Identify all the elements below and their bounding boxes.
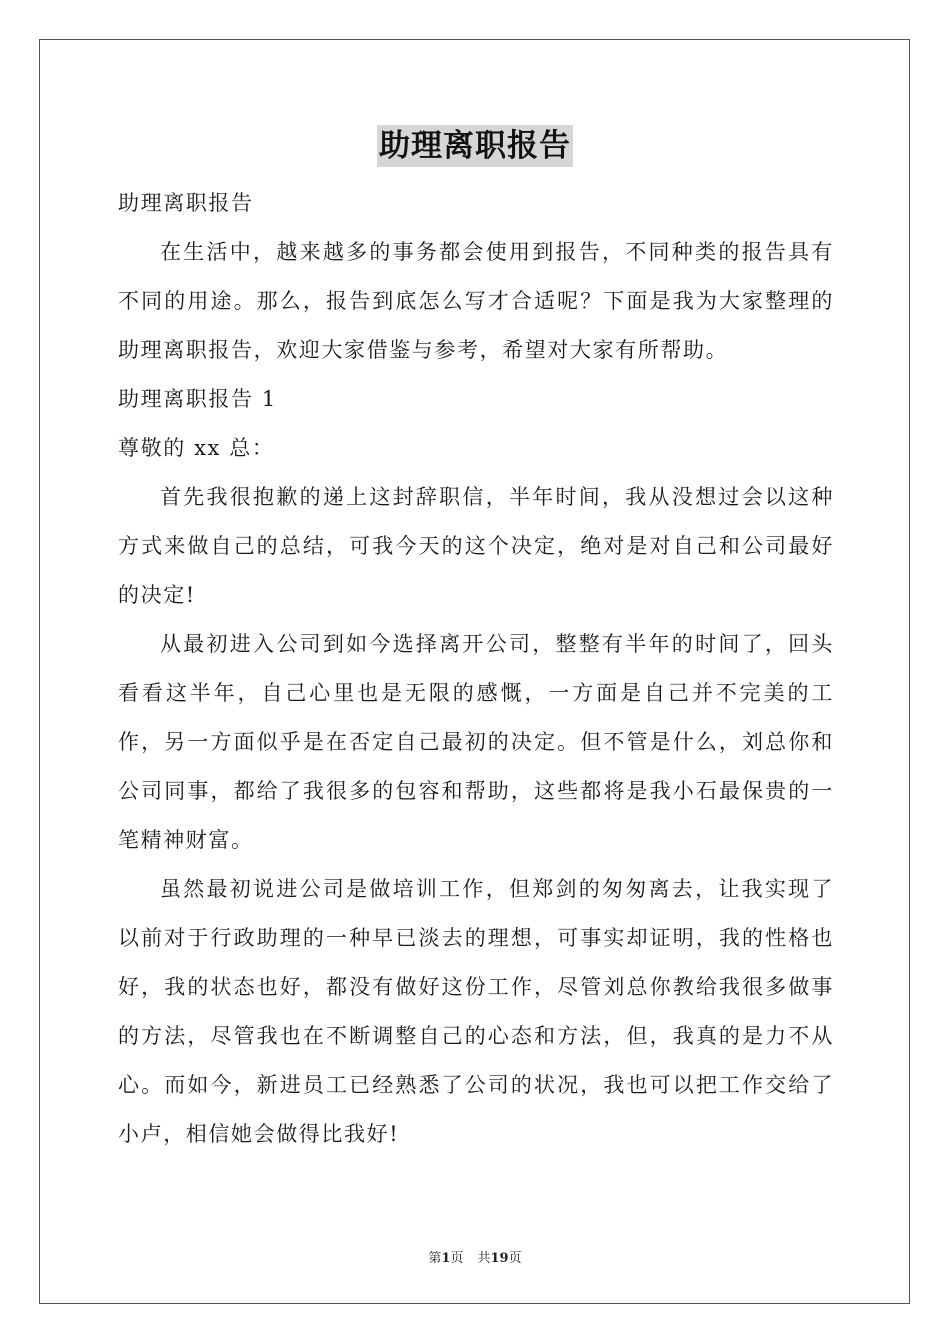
salutation: 尊敬的 xx 总： — [118, 436, 275, 460]
paragraph-body: 首先我很抱歉的递上这封辞职信，半年时间，我从没想过会以这种方式来做自己的总结，可我今天的这个决定，绝对是对自己和公司最好的决定! — [118, 485, 834, 607]
paragraph-body: 从最初进入公司到如今选择离开公司，整整有半年的时间了，回头看看这半年，自己心里也是无限的感慨，一方面是自己并不完美的工作，另一方面似乎是在否定自己最初的决定。但不管是什么，刘总你和公司同事，都给了我很多的包容和帮助，这些都将是我小石最保贵的一笔精神财富。 — [118, 632, 834, 852]
total-suffix: 页 — [508, 1251, 522, 1266]
title-container — [0, 125, 950, 167]
page-prefix: 第 — [428, 1251, 442, 1266]
paragraph-intro: 在生活中，越来越多的事务都会使用到报告，不同种类的报告具有不同的用途。那么，报告到底怎么写才合适呢？下面是我为大家整理的助理离职报告，欢迎大家借鉴与参考，希望对大家有所帮助。 — [118, 240, 834, 362]
page-footer — [0, 1247, 950, 1266]
total-pages-number: 19 — [490, 1251, 509, 1266]
page-suffix: 页 — [450, 1251, 464, 1266]
total-prefix: 共 — [477, 1251, 491, 1266]
paragraph-body: 虽然最初说进公司是做培训工作，但郑剑的匆匆离去，让我实现了以前对于行政助理的一种早已淡去的理想，可事实却证明，我的性格也好，我的状态也好，都没有做好这份工作，尽管刘总你教给我很多做事的方法，尽管我也在不断调整自己的心态和方法，但，我真的是力不从心。而如今，新进员工已经熟悉了公司的状况，我也可以把工作交给了小卢，相信她会做得比我好! — [118, 877, 834, 1146]
section-heading: 助理离职报告 1 — [118, 387, 277, 411]
document-title: 助理离职报告 — [377, 125, 573, 167]
document-body — [118, 179, 834, 1159]
current-page-number: 1 — [441, 1251, 451, 1266]
paragraph-heading: 助理离职报告 — [118, 191, 254, 215]
